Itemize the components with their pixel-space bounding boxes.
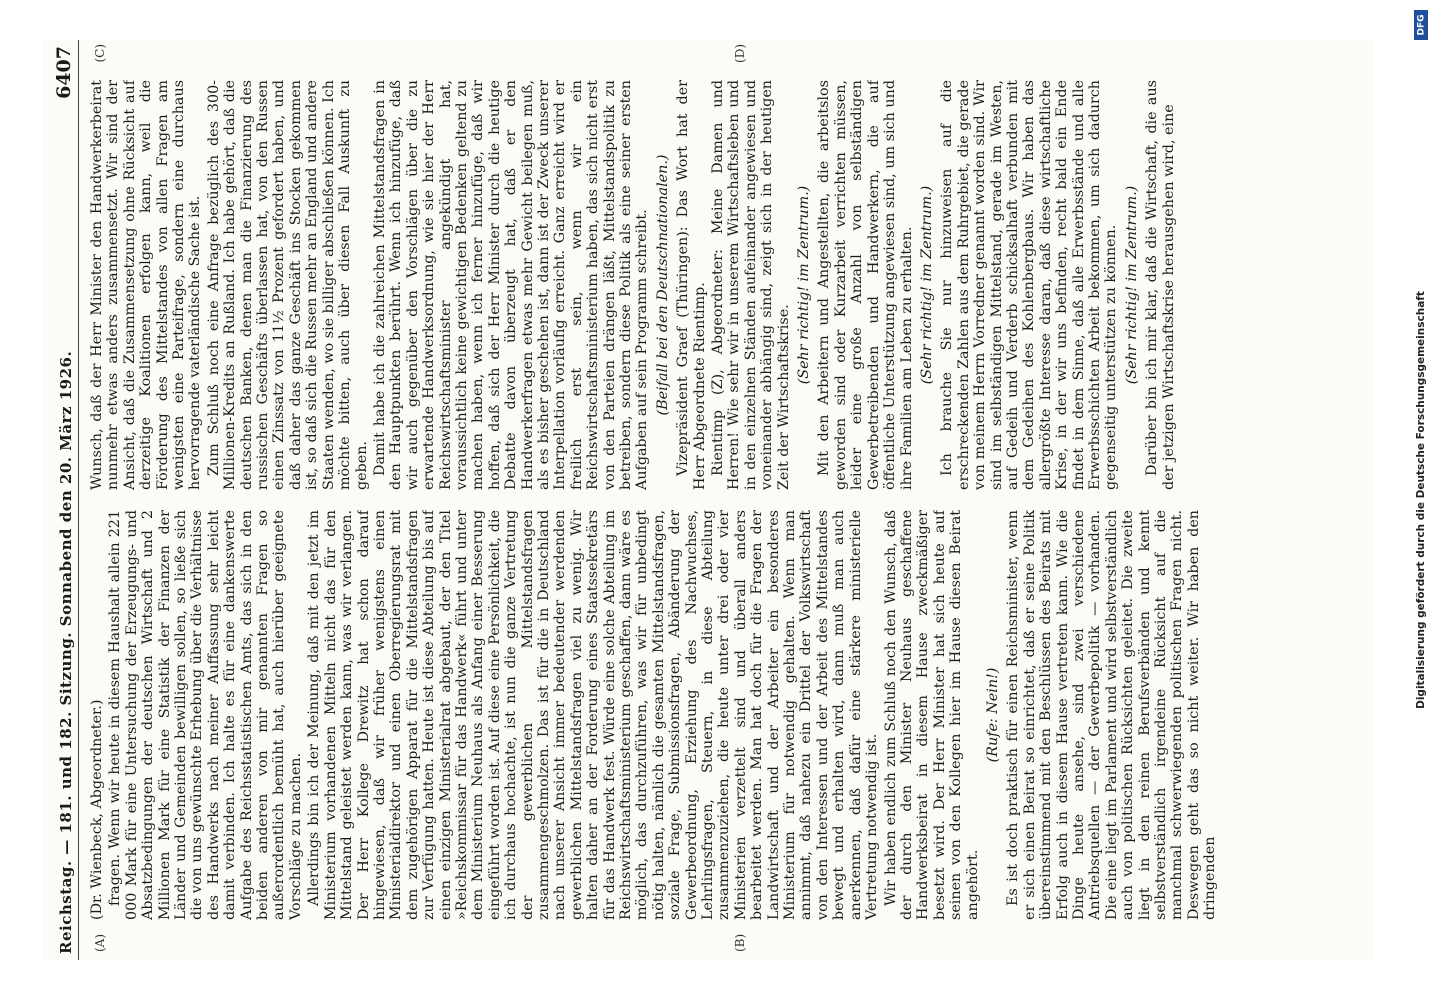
digitization-credit: Digitalisierung gefördert durch die Deutsche Forschungsgemeinschaft bbox=[1415, 291, 1427, 709]
left-text-column bbox=[89, 510, 1363, 920]
paragraph: Rientimp (Z), Abgeordneter: Meine Damen und Herren! Wie sehr wir in unserem Wirtschaftsleben und in den einzelnen Ständen aufeinander angewiesen und voneinander abhängig sind, zeigt sich in der heutigen Zeit der Wirtschaftskrise. bbox=[710, 80, 792, 490]
paragraph: Es ist doch praktisch für einen Reichsminister, wenn er sich einen Beirat so einrichtet, daß er seine Politik übereinstimmend mit den Beschlüssen des Beirats mit Erfolg auch in diesem Hause vertreten kann. Wie die Dinge heute ansehe, sind zwei verschiedene Antriebsquellen — der Gewerbepolitik — vorhanden. Die eine liegt im Parlament und wird selbstverständlich auch von politischen Rücksichten geleitet. Die zweite liegt in den reinen Berufsverbänden und kennt selbstverständlich irgendeine Rücksicht auf die manchmal schwerwiegenden politischen Fragen nicht. Deswegen geht das so nicht weiter. Wir haben den dringenden bbox=[1005, 510, 1219, 920]
dfg-logo: DFG bbox=[1414, 10, 1428, 40]
paragraph: (Rufe: Nein!) bbox=[984, 667, 1001, 763]
paragraph: (Sehr richtig! im Zentrum.) bbox=[918, 185, 935, 385]
paragraph: fragen. Wenn wir heute in diesem Haushalt allein 221 000 Mark für eine Untersuchung der Erzeugungs- und Absatzbedingungen der deutschen Wirtschaft und 2 Millionen Mark für eine Statistik der Finanzen der Länder und Gemeinden bewilligen sollen, so ließe sich die von uns gewünschte Erhebung über die Verhältnisse des Handwerks nach meiner Auffassung sehr leicht damit verbinden. Ich halte es für eine dankenswerte Aufgabe des Reichsstatistischen Amts, das sich in den beiden anderen von mir genannten Fragen so außerordentlich bemüht hat, auch hierüber geeignete Vorschläge zu machen. bbox=[107, 510, 304, 920]
paragraph: (Beifall bei den Deutschnationalen.) bbox=[654, 154, 671, 416]
paragraph: Vizepräsident Graef (Thüringen): Das Wort hat der Herr Abgeordnete Rientimp. bbox=[675, 80, 708, 490]
paragraph: Mit den Arbeitern und Angestellten, die arbeitslos geworden sind oder Kurzarbeit verrichten müssen, leider eine große Anzahl von selbständigen Gewerbetreibenden und Handwerkern, die auf öffentliche Unterstützung angewiesen sind, um sich und ihre Familien am Leben zu erhalten. bbox=[816, 80, 915, 490]
right-text-column bbox=[89, 80, 1363, 490]
page-header bbox=[43, 40, 79, 960]
paragraph: Wunsch, daß der Herr Minister den Handwerkerbeirat nunmehr etwas anders zusammensetzt. Wir sind der Ansicht, daß die Zusammensetzung ohne Rücksicht auf derzeitige Koalitionen erfolgen kann, weil die Förderung des Mittelstandes von allen Fragen am wenigsten eine Parteifrage, sondern eine durchaus hervorragende vaterländische Sache ist. bbox=[89, 80, 204, 490]
paragraph: Darüber bin ich mir klar, daß die Wirtschaft, die aus der jetzigen Wirtschaftskrise herausgehen wird, eine bbox=[1144, 80, 1177, 490]
paragraph: Zum Schluß noch eine Anfrage bezüglich des 300-Millionen-Kredits an Rußland. Ich habe gehört, daß die deutschen Banken, denen man die Finanzierung des russischen Geschäfts überlassen hat, von den Russen einen Zinssatz von 11½ Prozent gefordert haben, und daß daher das ganze Geschäft ins Stocken gekommen ist, so daß sich die Russen mehr an England und andere Staaten wenden, wo sie billiger abschließen können. Ich möchte bitten, auch über diesen Fall Auskunft zu geben. bbox=[205, 80, 370, 490]
margin-mark-c: (C) bbox=[93, 44, 107, 63]
paragraph: Damit habe ich die zahlreichen Mittelstandsfragen in den Hauptpunkten berührt. Wenn ich hinzufüge, daß wir auch gegenüber den Vorschlägen über die zu erwartende Handwerksordnung, wie sie hier der Herr Reichswirtschaftsminister angekündigt hat, voraussichtlich keine gewichtigen Bedenken geltend zu machen haben, wenn ich ferner hinzufüge, daß wir hoffen, daß sich der Herr Minister durch die heutige Debatte davon überzeugt hat, daß er den Handwerkerfragen etwas mehr Gewicht beilegen muß, als es bisher geschehen ist, dann ist der Zweck unserer Interpellation vorläufig erreicht. Ganz erreicht wird er freilich erst sein, wenn wir ein Reichswirtschaftsministerium haben, das sich nicht erst von den Parteien drängen läßt, Mittelstandspolitik zu betreiben, sondern diese Politik als eine seiner ersten Aufgaben auf sein Programm schreibt. bbox=[371, 80, 651, 490]
margin-mark-b: (B) bbox=[733, 933, 747, 952]
paragraph: Allerdings bin ich der Meinung, daß mit den jetzt im Ministerium vorhandenen Mitteln nicht das für den Mittelstand geleistet werden kann, was wir verlangen. Der Herr Kollege Drewitz hat schon darauf hingewiesen, daß wir früher wenigstens einen Ministerialdirektor und einen Oberregierungsrat mit dem zugehörigen Apparat für die Mittelstandsfragen zur Verfügung hatten. Heute ist diese Abteilung bis auf einen einzigen Ministerialrat abgebaut, der den Titel »Reichskommissar für das Handwerk« führt und unter dem Ministerium Neuhaus als Anfang einer Besserung eingeführt worden ist. Auf diese eine Persönlichkeit, die ich durchaus hochachte, ist nun die ganze Vertretung der gewerblichen Mittelstandsfragen zusammengeschmolzen. Das ist für die in Deutschland nach unserer Ansicht immer bedeutender werdenden gewerblichen Mittelstandsfragen viel zu wenig. Wir halten daher an der Forderung eines Staatssekretärs für das Handwerk fest. Würde eine solche Abteilung im Reichswirtschaftsministerium geschaffen, dann wäre es möglich, das durchzuführen, was wir für unbedingt nötig halten, nämlich die gesamten Mittelstandsfragen, soziale Frage, Submissionsfragen, Abänderung der Gewerbeordnung, Erziehung des Nachwuchses, Lehrlingsfragen, Steuern, in diese Abteilung zusammenzuziehen, die heute unter drei oder vier Ministerien verzettelt sind und überall anders bearbeitet werden. Man hat doch für die Fragen der Landwirtschaft und der Arbeiter ein besonderes Ministerium für notwendig gehalten. Wenn man annimmt, daß nahezu ein Drittel der Volkswirtschaft von den Interessen und der Arbeit des Mittelstandes bewegt und erhalten wird, dann muß man auch anerkennen, daß dafür eine stärkere ministerielle Vertretung notwendig ist. bbox=[306, 510, 881, 920]
paragraph: (Sehr richtig! im Zentrum.) bbox=[796, 185, 813, 385]
paragraph: (Dr. Wienbeck, Abgeordneter.) bbox=[89, 699, 105, 920]
margin-mark-d: (D) bbox=[733, 44, 747, 63]
paragraph: Wir haben endlich zum Schluß noch den Wunsch, daß der durch den Minister Neuhaus geschaffene Handwerksbeirat in diesem Hause zweckmäßiger besetzt wird. Der Herr Minister hat sich heute auf seinen von den Kollegen hier im Hause diesen Beirat angehört. bbox=[882, 510, 981, 920]
digitization-sidebar bbox=[1412, 0, 1430, 1000]
page-number: 6407 bbox=[53, 46, 75, 99]
margin-mark-a: (A) bbox=[93, 933, 107, 952]
paragraph: Ich brauche Sie nur hinzuweisen auf die erschreckenden Zahlen aus dem Ruhrgebiet, die gerade von meinem Herrn Vorredner genannt worden sind. Wir sind im selbständigen Mittelstand, gerade im Westen, auf Gedeih und Verderb schicksalhaft verbunden mit dem Gedeihen des Kohlenbergbaus. Wir haben das allergrößte Interesse daran, daß diese wirtschaftliche Krise, in der wir uns befinden, recht bald ein Ende findet in dem Sinne, daß alle Erwerbsstände und alle Erwerbsschichten Arbeit bekommen, um sich dadurch gegenseitig unterstützen zu können. bbox=[939, 80, 1120, 490]
header-title: Reichstag. — 181. und 182. Sitzung. Sonnabend den 20. März 1926. bbox=[57, 350, 75, 954]
rotated-document-page bbox=[43, 40, 1373, 960]
paragraph: (Sehr richtig! im Zentrum.) bbox=[1123, 185, 1140, 385]
